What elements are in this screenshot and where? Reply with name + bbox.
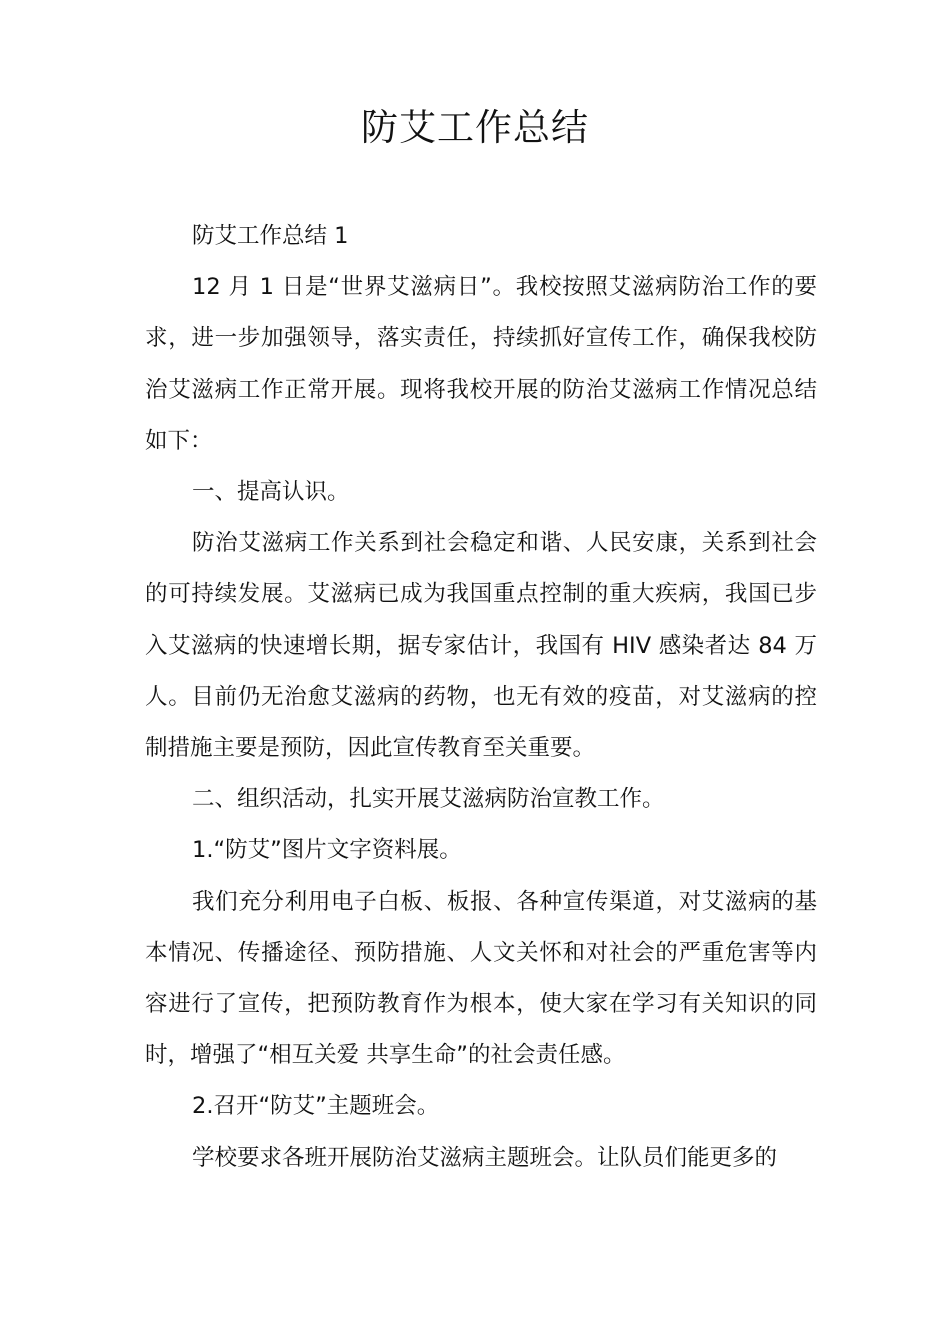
subheading-exhibition: 1.“防艾”图片文字资料展。 (192, 837, 462, 864)
section-heading-activities: 二、组织活动，扎实开展艾滋病防治宣教工作。 (192, 786, 665, 813)
paragraph-exhibition: 我们充分利用电子白板、板报、各种宣传渠道，对艾滋病的基本情况、传播途径、预防措施、人文关怀和对社会的严重危害等内容进行了宣传，把预防教育作为根本，使大家在学习有关知识的同时，增强了“相互关爱 共享生命”的社会责任感。 (145, 888, 817, 1069)
paragraph-awareness: 防治艾滋病工作关系到社会稳定和谐、人民安康，关系到社会的可持续发展。艾滋病已成为我国重点控制的重大疾病，我国已步入艾滋病的快速增长期，据专家估计，我国有 HIV 感染者达 84 万人。目前仍无治愈艾滋病的药物，也无有效的疫苗，对艾滋病的控制措施主要是预防，因此宣传教育至关重要。 (145, 530, 817, 762)
document-body (145, 211, 817, 1184)
paragraph-intro: 12 月 1 日是“世界艾滋病日”。我校按照艾滋病防治工作的要求，进一步加强领导，落实责任，持续抓好宣传工作，确保我校防治艾滋病工作正常开展。现将我校开展的防治艾滋病工作情况总结如下： (145, 274, 817, 454)
document-title: 防艾工作总结 (361, 106, 589, 149)
paragraph-class-meeting: 学校要求各班开展防治艾滋病主题班会。让队员们能更多的 (192, 1144, 778, 1171)
section-heading-1: 防艾工作总结 1 (192, 223, 349, 249)
subheading-class-meeting: 2.召开“防艾”主题班会。 (192, 1093, 440, 1120)
section-heading-raise-awareness: 一、提高认识。 (192, 479, 350, 506)
